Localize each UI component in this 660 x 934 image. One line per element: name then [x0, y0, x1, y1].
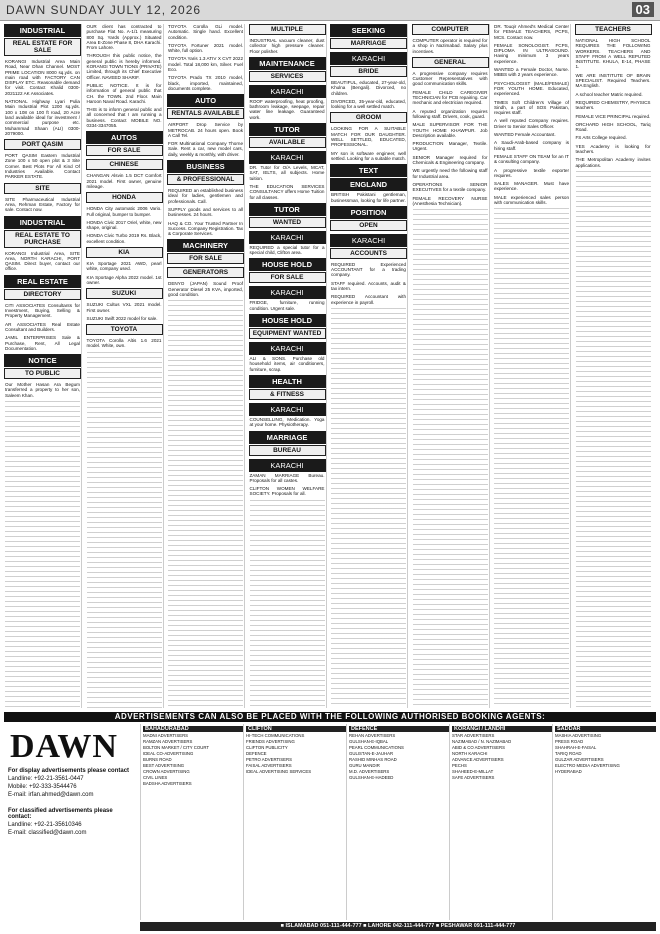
column-text-filler — [331, 308, 406, 708]
classified-ad: MALE experienced sales person with communication skills. — [494, 194, 569, 206]
classified-ad: COMPUTER operator is required for a shop in Nazimabad. Salary plus incentives. — [412, 38, 488, 54]
city-header: KARACHI — [249, 403, 326, 416]
section-subheader: SUZUKI — [86, 288, 163, 299]
classified-ad: REQUIRED Accountant with experience in payroll. — [331, 294, 406, 305]
classified-ad: STAFF required. Accounts, audit & tax intern. — [331, 280, 406, 292]
classified-ad: REQUIRED CHEMISTRY, PHYSICS teachers. — [575, 99, 651, 111]
section-header: INDUSTRIAL — [4, 216, 81, 229]
section-subheader: & PROFESSIONAL — [167, 174, 244, 185]
classified-ad: FEMALE VICE PRINCIPAL required. — [575, 113, 651, 119]
classified-ad: A school teacher Matric required. — [575, 91, 643, 97]
classified-ad: THROUGH this public notice, the general public is hereby informed. KORANGI TOWN TIONS (PRIVATE) Limited, through its Chief Executive Officer. NAVEED SHARIF. — [86, 53, 162, 80]
display-ads-label: For display advertisements please contact — [8, 768, 130, 774]
classified-ad: THIS is to inform general public and all concerned that I am running a business. Contact MOBILE NO. 0334-3347055. — [86, 107, 162, 129]
agent-area-heading: CLIFTON — [246, 726, 347, 732]
classified-ads-label: For classified advertisements please contact: — [8, 808, 113, 820]
classified-ad: PSYCHOLOGIST (MALE/FEMALE) FOR YOUTH HOME. Educated, experienced. — [494, 80, 569, 97]
section-header: POSITION — [330, 206, 407, 219]
column-1 — [4, 24, 82, 708]
classified-ad: MY son is software engineer, well settled. Looking for a suitable match. — [331, 150, 406, 161]
column-text-filler — [413, 209, 488, 708]
agent-entry: IDEAL CO-ADVERTISING — [143, 751, 194, 756]
classified-ad: HAQ & CO. Your Trusted Partner In Success. Company Registration. Tax & Corporate Services. — [168, 220, 243, 237]
agent-column-5 — [552, 724, 656, 920]
classified-email[interactable]: E-mail: classified@dawn.com — [8, 830, 87, 836]
classified-ad: CITI ASSOCIATES Consultants for Investment, Buying, Selling & Property Management. — [5, 302, 80, 319]
agent-entry: DEFENCE — [246, 751, 267, 756]
classified-ad: KORANGI Industrial Area Main Road, Near Dhan Channel. MOST PRIME LOCATION 8000 sq.yds. on main road with FACTORY CAN DISPLAY ETC. Reasonable demand for visit. Contact Khalid 0300-2021122 AK Associates. — [5, 59, 80, 96]
classified-ad: NATIONAL HIGH SCHOOL REQUIRES THE FOLLOWING WORKERS. TEACHERS AND STAFF FROM A WELL REPUTED INSTITUTE. KHULA, E-14, PHASE 1. — [575, 38, 651, 70]
classified-ad: SUZUKI Swift 2022 model for sale. — [86, 315, 158, 321]
classified-ad: HONDA City automatic 2006 Vario. Full original, bumper to bumper. — [86, 206, 162, 217]
classified-columns — [4, 24, 656, 708]
agent-area-heading: BAHADURABAD — [143, 726, 244, 732]
agent-entry: RASHID MINHAS ROAD — [349, 757, 397, 762]
section-subheader: GROOM — [330, 112, 407, 123]
agent-entry: BURNS ROAD — [143, 757, 172, 762]
agent-entry: CROWN ADVERTISING — [143, 769, 190, 774]
agent-entry: REHAN ADVERTISERS — [349, 733, 396, 738]
classified-ad: FRIDGE, furniture, running condition. Urgent sale. — [249, 300, 325, 311]
section-header: MARRIAGE — [249, 431, 326, 444]
classified-ad: WANTED a Female Doctor, Nurse. MBBS with 2 years experience. — [494, 67, 569, 78]
masthead — [0, 0, 660, 21]
page-number: 03 — [632, 2, 654, 17]
classified-ad: FEMALE STAFF ON TEAM for an IT & consulting company. — [494, 153, 569, 165]
column-text-filler — [168, 300, 243, 708]
section-subheader: TOYOTA — [86, 324, 163, 335]
section-subheader: MULTIPLE — [249, 24, 326, 35]
section-header: REAL ESTATE — [4, 275, 81, 288]
classified-ad: TOYOTA Fortuner 2021 model. White, full option. — [168, 42, 243, 54]
display-landline: Landline: +92-21-3561-0447 — [8, 776, 84, 782]
classified-ad: ORCHARD HIGH SCHOOL, Tariq Road. — [575, 121, 651, 133]
classified-ad: WANTED Female Accountant. — [494, 132, 556, 138]
classified-ad: WE ARE INSTITUTE OF BRAIN SPECIALIST. Required Teachers. MA English. — [575, 72, 651, 89]
classified-ad: AIRPORT Drop Service by METROCAB. 24 hours open. Book A Call Tel. — [168, 122, 243, 138]
classified-ad: AR ASSOCIATES Real Estate Consultant and Builders. — [5, 321, 80, 332]
section-subheader: CHINESE — [86, 159, 163, 170]
agent-entry: PRESS ROAD — [555, 739, 584, 744]
agent-entry: BOLTON MARKET / CITY COURT — [143, 745, 209, 750]
classified-ad: DR. Tutor for O/A Levels, MCAT, SAT, IELTS, all subjects. Home tuition. — [249, 165, 325, 181]
agent-entry: GULSHAN-E-IQBAL — [349, 739, 389, 744]
classified-ad: FEMALE RECOVERY NURSE (Anesthesia Technician). — [412, 195, 488, 206]
section-subheader: OPEN — [330, 220, 407, 231]
agent-entry: MADNI ADVERTISERS — [143, 733, 189, 738]
agent-column-3 — [346, 724, 450, 920]
city-header: KARACHI — [249, 459, 326, 472]
classified-ad: LOOKING FOR A SUITABLE MATCH FOR OUR DAUGHTER. WELL SETTLED, EDUCATED, PROFESSIONAL. — [331, 126, 406, 148]
section-header: SEEKING — [330, 24, 407, 37]
classified-ad: DENYO (JAPAN) Sound Proof Generator Diesel 25 KVA, imported, good condition. — [168, 281, 243, 298]
agent-entry: SAFE ADVERTISERS — [452, 775, 495, 780]
section-subheader: HONDA — [86, 192, 163, 203]
classified-ad: DR. Touqir Ahmed's Medical Center for FEMALE TEACHERS, PCPS, MCS. Contact now. — [494, 24, 569, 40]
section-header: AUTOS — [86, 131, 163, 144]
classified-ad: OPERATIONS SENIOR EXECUTIVES for a textile company. — [412, 181, 488, 193]
agent-column-2 — [243, 724, 347, 920]
city-header: KARACHI — [249, 85, 326, 98]
section-subheader: SERVICES — [249, 71, 326, 82]
classified-ad: SENIOR Manager required for Chemicals & Engineering company. — [412, 154, 488, 166]
classified-ad: A well reputed Company requires. Driver to Senior Sales Officer. — [494, 118, 569, 129]
agent-entry: HI-TECH COMMUNICATIONS — [246, 733, 305, 738]
classified-ad: REQUIRED Experienced ACCOUNTANT for a trading company. — [331, 261, 406, 278]
agent-entry: FRIENDS ADVERTISING — [246, 739, 295, 744]
classified-ad: DIVORCED, 35-year-old, educated, looking for a well settled match. — [331, 98, 406, 110]
section-subheader: & FITNESS — [249, 389, 326, 400]
agent-entry: CIVIL LINES — [143, 775, 168, 780]
column-4 — [249, 24, 327, 708]
section-subheader: TEACHERS — [575, 24, 652, 35]
section-subheader: MARRIAGE — [330, 38, 407, 49]
section-subheader: FOR SALE — [167, 253, 244, 264]
agent-area-heading: DEFENCE — [349, 726, 450, 732]
section-header: HOUSE HOLD — [249, 258, 326, 271]
display-email[interactable]: E-mail: irfan.ahmed@dawn.com — [8, 792, 94, 798]
agent-entry: GULSHAN-E-HADEED — [349, 775, 394, 780]
agent-entry: STAR ADVERTISERS — [452, 733, 495, 738]
classified-ad: PUBLIC NOTICE. It is for information of general public that CH. the TOWN. 2nd Floor. Main Haroon Naval Road. Karachi. — [86, 82, 162, 104]
classified-ad: ALI & SONS. Purchase old household items, air conditioners, furniture, scrap. — [249, 356, 325, 372]
section-subheader: KIA — [86, 247, 163, 258]
classified-ad: FEMALE SONOLOGIST. FCPS, DIPLOMA IN ULTRASOUND. Having minimum 3 years experience. — [494, 42, 569, 64]
classified-ad: A reputed organization requires following staff. Drivers, cook, guard. — [412, 108, 488, 119]
column-text-filler — [250, 500, 325, 708]
section-subheader: RENTALS AVAILABLE — [167, 108, 244, 119]
booking-agents-banner: ADVERTISEMENTS CAN ALSO BE PLACED WITH THE FOLLOWING AUTHORISED BOOKING AGENTS: — [4, 712, 656, 722]
section-subheader: DIRECTORY — [4, 289, 81, 300]
classified-landline: Landline: +92-21-35610346 — [8, 822, 82, 828]
classified-ad: TOYOTA Prado TX 2010 model, black, imported, maintained, documents complete. — [168, 75, 243, 91]
display-mobile: Mobile: +92-333-3544476 — [8, 784, 77, 790]
agent-entry: PETRO ADVERTISERS — [246, 757, 293, 762]
classified-ad: THE EDUCATION SERVICES CONSULTANCY offers Home Tuition for all classes. — [249, 183, 325, 200]
agent-entry: GULZAR ADVERTISERS — [555, 757, 604, 762]
city-header: KARACHI — [330, 52, 407, 65]
classified-ad: KIA Sportage 2021 AWD, pearl white, company used. — [86, 261, 162, 272]
section-subheader: WANTED — [249, 217, 326, 228]
column-3 — [167, 24, 245, 708]
section-header: TUTOR — [249, 123, 326, 136]
masthead-title: DAWN SUNDAY JULY 12, 2026 — [6, 3, 202, 17]
classified-ad: ROOF waterproofing, heat proofing, bathroom leakage, seepage, repair water line leakage. Guaranteed work. — [249, 98, 325, 120]
agent-entry: GULISTAN-E-JAUHAR — [349, 751, 394, 756]
classified-ad: NATIONAL Highway Lyari Pulia Main Industrial Plot 1200 sq.yds. 100 x 108 on 100 ft road, 20 Acre land available ideal for investment / commercial purpose etc. Muhammad Shaan (ALI) 0300-2079000. — [5, 99, 80, 136]
classified-ad: TIMES Soft Children's Village of Sindh, a part of SOS Pakistan, requires staff. — [494, 99, 569, 116]
agent-entry: ABID & CO ADVERTISERS — [452, 745, 505, 750]
section-subheader: SITE — [4, 183, 81, 194]
column-text-filler — [5, 401, 80, 708]
classified-ad: WE urgently need the following staff for Industrial area. — [412, 168, 488, 179]
classified-ad: TOYOTA Corolla Altis 1.6 2021 model. White, own. — [86, 338, 162, 349]
city-header: KARACHI — [249, 231, 326, 244]
section-subheader: GENERATORS — [167, 267, 244, 278]
agent-area-heading: KORANGI / LANDHI — [452, 726, 553, 732]
city-header: KARACHI — [249, 151, 326, 164]
agent-column-1 — [140, 724, 244, 920]
agent-entry: M.D. ADVERTISERS — [349, 769, 390, 774]
classified-ad: SUPPLY goods and services to all businesses. 24 hours. — [168, 206, 243, 218]
section-header: NOTICE — [4, 354, 81, 367]
column-6 — [412, 24, 490, 708]
classified-ad: BRITISH Pakistani gentleman, businessman, looking for life partner. — [331, 192, 406, 203]
agent-entry: BEST ADVERTISING — [143, 763, 185, 768]
classified-ad: REQUIRED an established business ideal for ladies, gentlemen and professionals. Call. — [168, 188, 243, 204]
classified-ad: JAMIL ENTERPRISES Sale & Purchase, Rent, All Legal Documentation. — [5, 335, 80, 351]
agent-entry: SHAHEED-E-MILLAT — [452, 769, 494, 774]
classified-ad: COUNSELLING, Medication. Yoga at your home. Physiotherapy. — [249, 416, 325, 428]
section-subheader: TO PUBLIC — [4, 368, 81, 379]
section-subheader: REAL ESTATE TO PURCHASE — [4, 230, 81, 248]
column-text-filler — [494, 208, 569, 708]
classified-ad: KIA Sportage Alpha 2022 model. 1st owner. — [86, 274, 162, 285]
section-header: TUTOR — [249, 203, 326, 216]
agent-entry: HYDERABAD — [555, 769, 582, 774]
agent-entry: CLIFTON PUBLICITY — [246, 745, 288, 750]
classified-ad: Our Mother Hasan Ara Begum transferred a property to her son, Saleem Khan. — [5, 382, 80, 398]
classified-ad: CHANGAN Alsvin 1.5 DCT Comfort 2021 model. First owner, genuine mileage. — [86, 173, 162, 189]
classified-ad: SALES MANAGER. Must have experience. — [494, 181, 569, 192]
agent-entry: NORTH KARACHI — [452, 751, 488, 756]
section-subheader: FOR SALE — [249, 272, 326, 283]
agent-entry: SHAHRAH-E-FAISAL — [555, 745, 597, 750]
classified-ad: PORT QASIM Eastern Industrial Zone 100 x 50 open plot & 3 Site Corner. Best Plots For All Kind Of Industries Available. Contact PARKER ESTATE. — [5, 153, 80, 180]
city-header: KARACHI — [330, 234, 407, 247]
section-header: AUTO — [167, 94, 244, 107]
classified-ad: THE Metropolitan Academy invites applications. — [575, 157, 651, 168]
agent-column-4 — [449, 724, 553, 920]
agent-area-heading: SADDAR — [555, 726, 656, 732]
agent-entry: TARIQ ROAD — [555, 751, 582, 756]
classified-ad: BEAUTIFUL, educated, 27-year-old, Khulna (Bengali). Divorced, no children. — [331, 80, 406, 96]
column-7 — [493, 24, 571, 708]
classified-ad: TOYOTA Yaris 1.3 ATIV X CVT 2022 model. Total 18,000 km, Silver. Fuel Eco. — [168, 56, 243, 73]
footer-contacts: ■ ISLAMABAD 051-111-444-777 ■ LAHORE 042-111-444-777 ■ PESHAWAR 091-111-444-777 — [140, 922, 656, 931]
classified-ad: FS Arts College required. — [575, 135, 627, 141]
agent-entry: PEARL COMMUNICATIONS — [349, 745, 404, 750]
section-header: BUSINESS — [167, 160, 244, 173]
section-header: HOUSE HOLD — [249, 314, 326, 327]
classified-ad: HONDA Civic Turbo 2019 Rs. Black, excellent condition. — [86, 233, 162, 244]
classified-ad: FOR Multinational Company Thorne Sale. Rent a car, new model cars, daily, weekly & monthly, with driver. — [168, 141, 243, 157]
agent-entry: RAMZAN ADVERTISERS — [143, 739, 193, 744]
section-header: TEXT — [330, 164, 407, 177]
classified-ad: SITE Pharmaceutical Industrial Area, Rehman Estate, Factory for sale. Contact now. — [5, 196, 80, 213]
column-5 — [330, 24, 408, 708]
section-subheader: FOR SALE — [86, 145, 163, 156]
column-text-filler — [87, 352, 162, 708]
classified-ad: A progressive company requires Customer Representatives with good communication skills. — [412, 70, 488, 87]
classified-ad: FEMALE CHILD CAREGIVER TECHNICIAN for PCB repairing. Car mechanic and electrician required. — [412, 89, 488, 106]
dawn-contact-box — [4, 724, 136, 928]
city-header: KARACHI — [249, 286, 326, 299]
classified-ad: KORANGI Industrial Area, SITE Area, NORTH KARACHI, PORT QASIM. Direct buyer, contact our office. — [5, 250, 80, 272]
agent-entry: ADVANCE ADVERTISERS — [452, 757, 504, 762]
agent-entry: GURU MANDIR — [349, 763, 380, 768]
agent-entry: IDEAL ADVERTISING SERVICES — [246, 769, 312, 774]
dawn-logo: DAWN — [10, 728, 118, 765]
classified-ad: OUR client has contracted to purchase Flat No. A-1/1 measuring 800 Sq. Yards (Approx.) Situated Area E-Zone Phase 8, DHA Karachi. From Lahore. — [86, 24, 162, 51]
agent-entry: BADSHA ADVERTISERS — [143, 781, 192, 786]
section-subheader: AVAILABLE — [249, 137, 326, 148]
agent-entry: PECHS — [452, 763, 467, 768]
classified-ad: TOYOTA Corolla GLi model. Automatic. Single hand. Excellent condition. — [168, 24, 243, 40]
agent-entry: NAZIMABAD / N. NAZIMABAD — [452, 739, 512, 744]
classified-ad: HONDA Civic 2017 Oriel, white, new shape, original. — [86, 219, 162, 231]
city-header: KARACHI — [249, 342, 326, 355]
classified-ad: ZAMAN MARRIAGE Bureau. Proposals for all castes. — [249, 472, 325, 483]
section-header: MAINTENANCE — [249, 57, 326, 70]
agent-entry: ELECTRO MEDIA ADVERTISING — [555, 763, 620, 768]
classified-ad: A Saudi-Arab-based company is hiring staff. — [494, 140, 569, 151]
section-subheader: EQUIPMENT WANTED — [249, 328, 326, 339]
section-subheader: BUREAU — [249, 445, 326, 456]
section-subheader: PORT QASIM — [4, 139, 81, 150]
section-subheader: BRIDE — [330, 66, 407, 77]
section-subheader: ACCOUNTS — [330, 248, 407, 259]
classified-ad: A progressive textile exporter requires. — [494, 167, 569, 178]
classified-ad: SUZUKI Cultus VXL 2021 model. First owner. — [86, 302, 162, 313]
section-subheader: REAL ESTATE FOR SALE — [4, 38, 81, 56]
agent-entry: MASHIA ADVERTISING — [555, 733, 602, 738]
section-header: MACHINERY — [167, 239, 244, 252]
section-header: INDUSTRIAL — [4, 24, 81, 37]
agent-entry: FAISAL ADVERTISERS — [246, 763, 292, 768]
column-2 — [86, 24, 164, 708]
section-header: HEALTH — [249, 375, 326, 388]
column-8 — [575, 24, 652, 708]
classified-ad: YES Academy is looking for teachers. — [575, 143, 651, 155]
classified-ad: INDUSTRIAL vacuum cleaner, dust collector high pressure cleaner. Floor polisher. — [249, 38, 325, 54]
column-text-filler — [576, 171, 651, 708]
classified-ad: REQUIRED a special tutor for a special child, Clifton area. — [249, 244, 325, 256]
section-header: ENGLAND — [330, 178, 407, 191]
classified-ad: MALE SUPERVISOR FOR THE YOUTH HOME KHAWPUR. Job Description available. — [412, 122, 488, 138]
classified-ad: CLIFTON WOMEN WELFARE SOCIETY. Proposals for all. — [249, 486, 325, 497]
classified-ad: PRODUCTION Manager, Textile. Urgent. — [412, 141, 488, 152]
booking-agents — [140, 724, 656, 920]
section-subheader: GENERAL — [412, 57, 489, 68]
section-subheader: COMPUTER — [412, 24, 489, 35]
